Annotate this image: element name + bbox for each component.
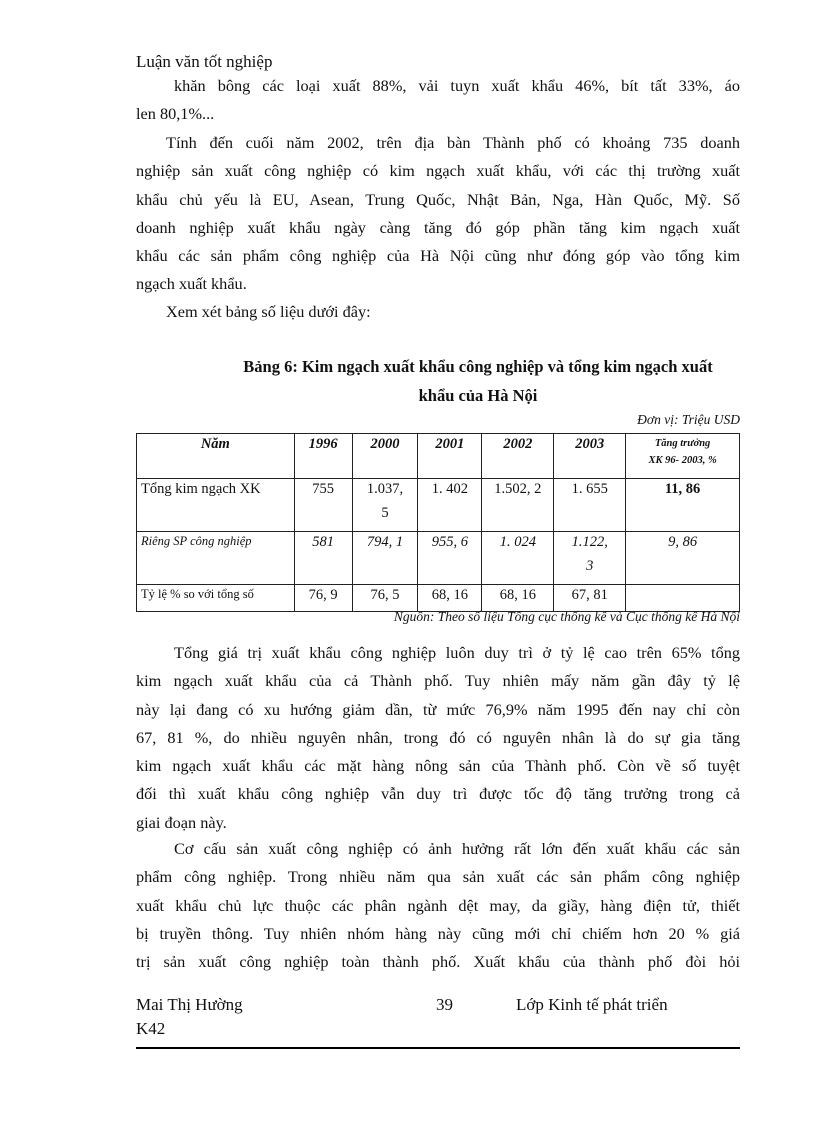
table-cell: 68, 16 bbox=[418, 585, 482, 612]
text-line: này lại đang có xu hướng giảm dần, từ mức 76,9% năm 1995 đến nay chỉ còn bbox=[136, 699, 740, 719]
table-cell: 76, 5 bbox=[352, 585, 418, 612]
export-table bbox=[136, 433, 740, 612]
paragraph-1 bbox=[136, 72, 740, 129]
text-line: kim ngạch xuất khẩu các mặt hàng nông sản của Thành phố. Còn về số tuyệt bbox=[136, 756, 740, 776]
table-header-row bbox=[137, 434, 740, 479]
text-line: doanh nghiệp xuất khẩu ngày càng tăng đó góp phần tăng kim ngạch xuất bbox=[136, 217, 740, 237]
header-cell: 1996 bbox=[294, 434, 352, 479]
running-header: Luận văn tốt nghiệp bbox=[136, 52, 273, 71]
header-cell: 2003 bbox=[554, 434, 626, 479]
header-cell: 2001 bbox=[418, 434, 482, 479]
table-cell bbox=[352, 479, 418, 532]
footer-class: Lớp Kinh tế phát triển bbox=[516, 995, 668, 1014]
text-line: khẩu chủ yếu là EU, Asean, Trung Quốc, Nhật Bản, Nga, Hàn Quốc, Mỹ. Số bbox=[136, 189, 740, 209]
paragraph-2 bbox=[136, 129, 740, 299]
text-line: khăn bông các loại xuất 88%, vải tuyn xuất khẩu 46%, bít tất 33%, áo bbox=[174, 76, 740, 95]
table-cell: 76, 9 bbox=[294, 585, 352, 612]
table-cell: 1.502, 2 bbox=[482, 479, 554, 532]
table-cell: 755 bbox=[294, 479, 352, 532]
paragraph-3 bbox=[136, 298, 740, 326]
table-cell: 68, 16 bbox=[482, 585, 554, 612]
table-row bbox=[137, 532, 740, 585]
header-cell-year: Năm bbox=[137, 434, 295, 479]
table-row bbox=[137, 585, 740, 612]
text-line: xuất khẩu chủ lực thuộc các phân ngành dệt may, da giầy, hàng điện tử, thiết bbox=[136, 895, 740, 915]
table-cell: 67, 81 bbox=[554, 585, 626, 612]
table-cell: 955, 6 bbox=[418, 532, 482, 585]
header-cell-growth bbox=[626, 434, 740, 479]
cell-line: 3 bbox=[586, 558, 594, 574]
table-cell bbox=[554, 532, 626, 585]
table-title-line-1: Bảng 6: Kim ngạch xuất khẩu công nghiệp và tổng kim ngạch xuất bbox=[243, 357, 713, 376]
table-row bbox=[137, 479, 740, 532]
footer-rule bbox=[136, 1047, 740, 1049]
cell-line: 1.122, bbox=[571, 534, 608, 550]
text-line: Cơ cấu sản xuất công nghiệp có ảnh hưởng rất lớn đến xuất khẩu các sản bbox=[174, 839, 740, 858]
table-cell-growth: 11, 86 bbox=[626, 479, 740, 532]
source-note: Nguồn: Theo số liệu Tổng cục thống kê và Cục thống kê Hà Nội bbox=[393, 609, 740, 624]
cell-line: 5 bbox=[381, 505, 389, 521]
text-line: bị truyền thông. Tuy nhiên nhóm hàng này cũng mới chỉ chiếm hơn 20 % giá bbox=[136, 923, 740, 943]
paragraph-4 bbox=[136, 639, 740, 837]
text-line: ngạch xuất khẩu. bbox=[136, 274, 247, 294]
table-cell: 1. 024 bbox=[482, 532, 554, 585]
unit-note: Đơn vị: Triệu USD bbox=[637, 412, 740, 427]
cell-line: 1.037, bbox=[366, 481, 404, 497]
text-line: Tính đến cuối năm 2002, trên địa bàn Thành phố có khoảng 735 doanh bbox=[166, 133, 740, 152]
text-line: kim ngạch xuất khẩu của cả Thành phố. Tuy nhiên mấy năm gần đây tỷ lệ bbox=[136, 671, 740, 691]
table-cell: 1. 402 bbox=[418, 479, 482, 532]
text-line: phẩm công nghiệp. Trong nhiều năm qua sản xuất các sản phẩm công nghiệp bbox=[136, 867, 740, 887]
growth-label-line: XK 96- 2003, % bbox=[648, 455, 717, 466]
text-line: Tổng giá trị xuất khẩu công nghiệp luôn duy trì ở tỷ lệ cao trên 65% tổng bbox=[174, 643, 740, 662]
header-cell: 2000 bbox=[352, 434, 418, 479]
table-cell-growth bbox=[626, 585, 740, 612]
table-cell-growth: 9, 86 bbox=[626, 532, 740, 585]
row-label: Riêng SP công nghiệp bbox=[137, 532, 295, 585]
text-line: giai đoạn này. bbox=[136, 812, 227, 832]
table-cell: 1. 655 bbox=[554, 479, 626, 532]
page-number: 39 bbox=[436, 995, 453, 1014]
text-line: Xem xét bảng số liệu dưới đây: bbox=[166, 302, 371, 321]
text-line: 67, 81 %, do nhiều nguyên nhân, trong đó có nguyên nhân là do sự gia tăng bbox=[136, 727, 740, 747]
table-cell: 794, 1 bbox=[352, 532, 418, 585]
text-line: nghiệp sản xuất công nghiệp có kim ngạch xuất khẩu, với các thị trường xuất bbox=[136, 161, 740, 181]
table-title-line-2: khẩu của Hà Nội bbox=[418, 386, 538, 405]
footer-cohort: K42 bbox=[136, 1019, 166, 1038]
text-line: trị sản xuất công nghiệp toàn thành phố. Xuất khẩu của thành phố đòi hỏi bbox=[136, 952, 740, 972]
text-line: khẩu các sản phẩm công nghiệp của Hà Nội cũng như đóng góp vào tổng kim bbox=[136, 246, 740, 266]
header-cell: 2002 bbox=[482, 434, 554, 479]
growth-label-line: Tăng trưởng bbox=[654, 438, 711, 449]
row-label: Tổng kim ngạch XK bbox=[137, 479, 295, 532]
text-line: len 80,1%... bbox=[136, 104, 215, 124]
footer-author: Mai Thị Hường bbox=[136, 995, 243, 1014]
table-cell: 581 bbox=[294, 532, 352, 585]
paragraph-5 bbox=[136, 835, 740, 976]
row-label: Tỷ lệ % so với tổng số bbox=[137, 585, 295, 612]
text-line: đối thì xuất khẩu công nghiệp vẫn duy trì được tốc độ tăng trưởng trong cả bbox=[136, 784, 740, 804]
